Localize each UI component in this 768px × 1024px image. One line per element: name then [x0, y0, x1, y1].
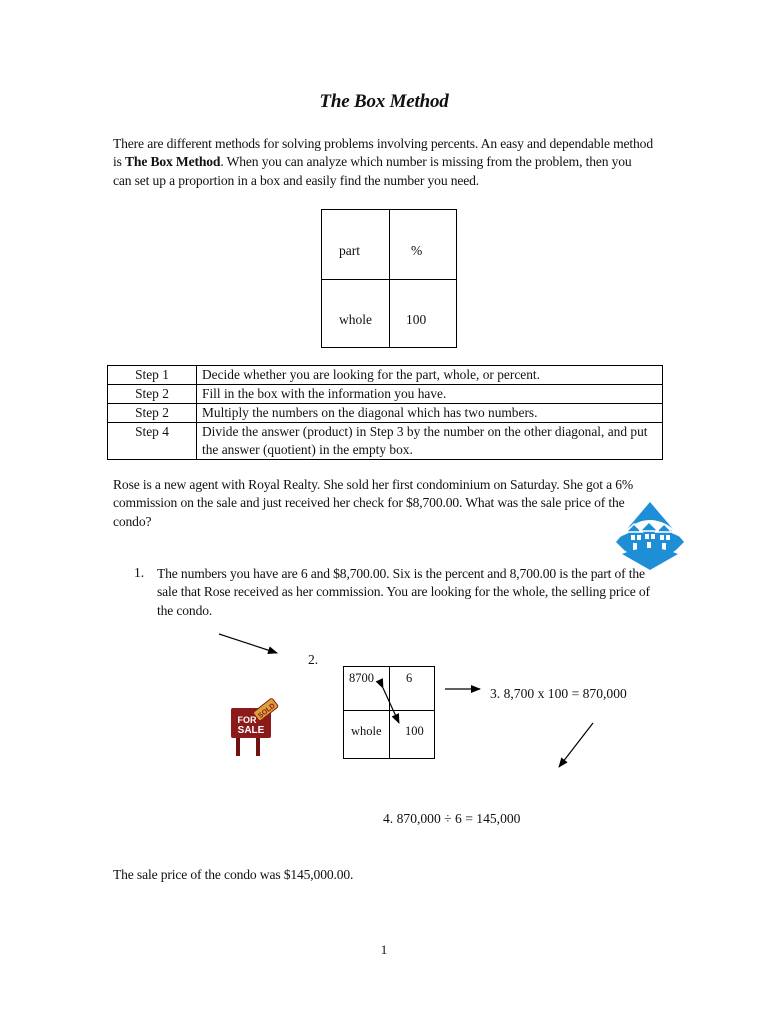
box-percent-label: %	[411, 243, 423, 258]
step2-number: 2.	[308, 652, 319, 667]
sign-line2: SALE	[237, 725, 265, 736]
box-hundred-label: 100	[406, 312, 427, 327]
step1-explanation: The numbers you have are 6 and $8,700.00. Six is the percent and 8,700.00 is the part of the sale that Rose received as her commission. You are looking for the whole, the selling price of the condo.	[157, 566, 650, 618]
table-row: Step 4 Divide the answer (product) in Step 3 by the number on the other diagonal, and put the answer (quotient) in the empty box.	[108, 423, 663, 460]
box-part-label: part	[339, 243, 360, 258]
page-number: 1	[380, 942, 388, 957]
arrow-to-box	[219, 634, 277, 653]
diagonal-arrow	[383, 688, 399, 723]
table-row: Step 1 Decide whether you are looking for the part, whole, or percent.	[108, 366, 663, 385]
step4-calculation: 4. 870,000 ÷ 6 = 145,000	[383, 811, 521, 826]
solution-box-part: 8700	[349, 671, 374, 685]
sold-tag: SOLD	[257, 702, 277, 720]
solution-box-whole: whole	[351, 724, 382, 738]
word-problem: Rose is a new agent with Royal Realty. She sold her first condominium on Saturday. She got a 6% commission on the sale and just received her check for $8,700.00. What was the sale price of the condo?	[113, 477, 634, 529]
page-title: The Box Method	[319, 91, 449, 112]
sign-line1: FOR	[237, 715, 257, 725]
step1-number: 1.	[134, 565, 145, 580]
solution-box-percent: 6	[406, 671, 413, 685]
conclusion: The sale price of the condo was $145,000.00.	[113, 867, 354, 882]
arrow-to-step4	[559, 723, 593, 767]
table-row: Step 2 Fill in the box with the information you have.	[108, 385, 663, 404]
step3-calculation: 3. 8,700 x 100 = 870,000	[490, 686, 627, 701]
method-name: The Box Method	[125, 154, 221, 170]
intro-paragraph: There are different methods for solving problems involving percents. An easy and dependable method is The Box Method. When you can analyze which number is missing from the problem, then you can set up a proportion in a box and easily find the number you need.	[113, 136, 653, 188]
table-row: Step 2 Multiply the numbers on the diagonal which has two numbers.	[108, 404, 663, 423]
for-sale-sign-icon	[226, 696, 284, 758]
box-whole-label: whole	[339, 312, 372, 327]
solution-box-hundred: 100	[405, 724, 424, 738]
